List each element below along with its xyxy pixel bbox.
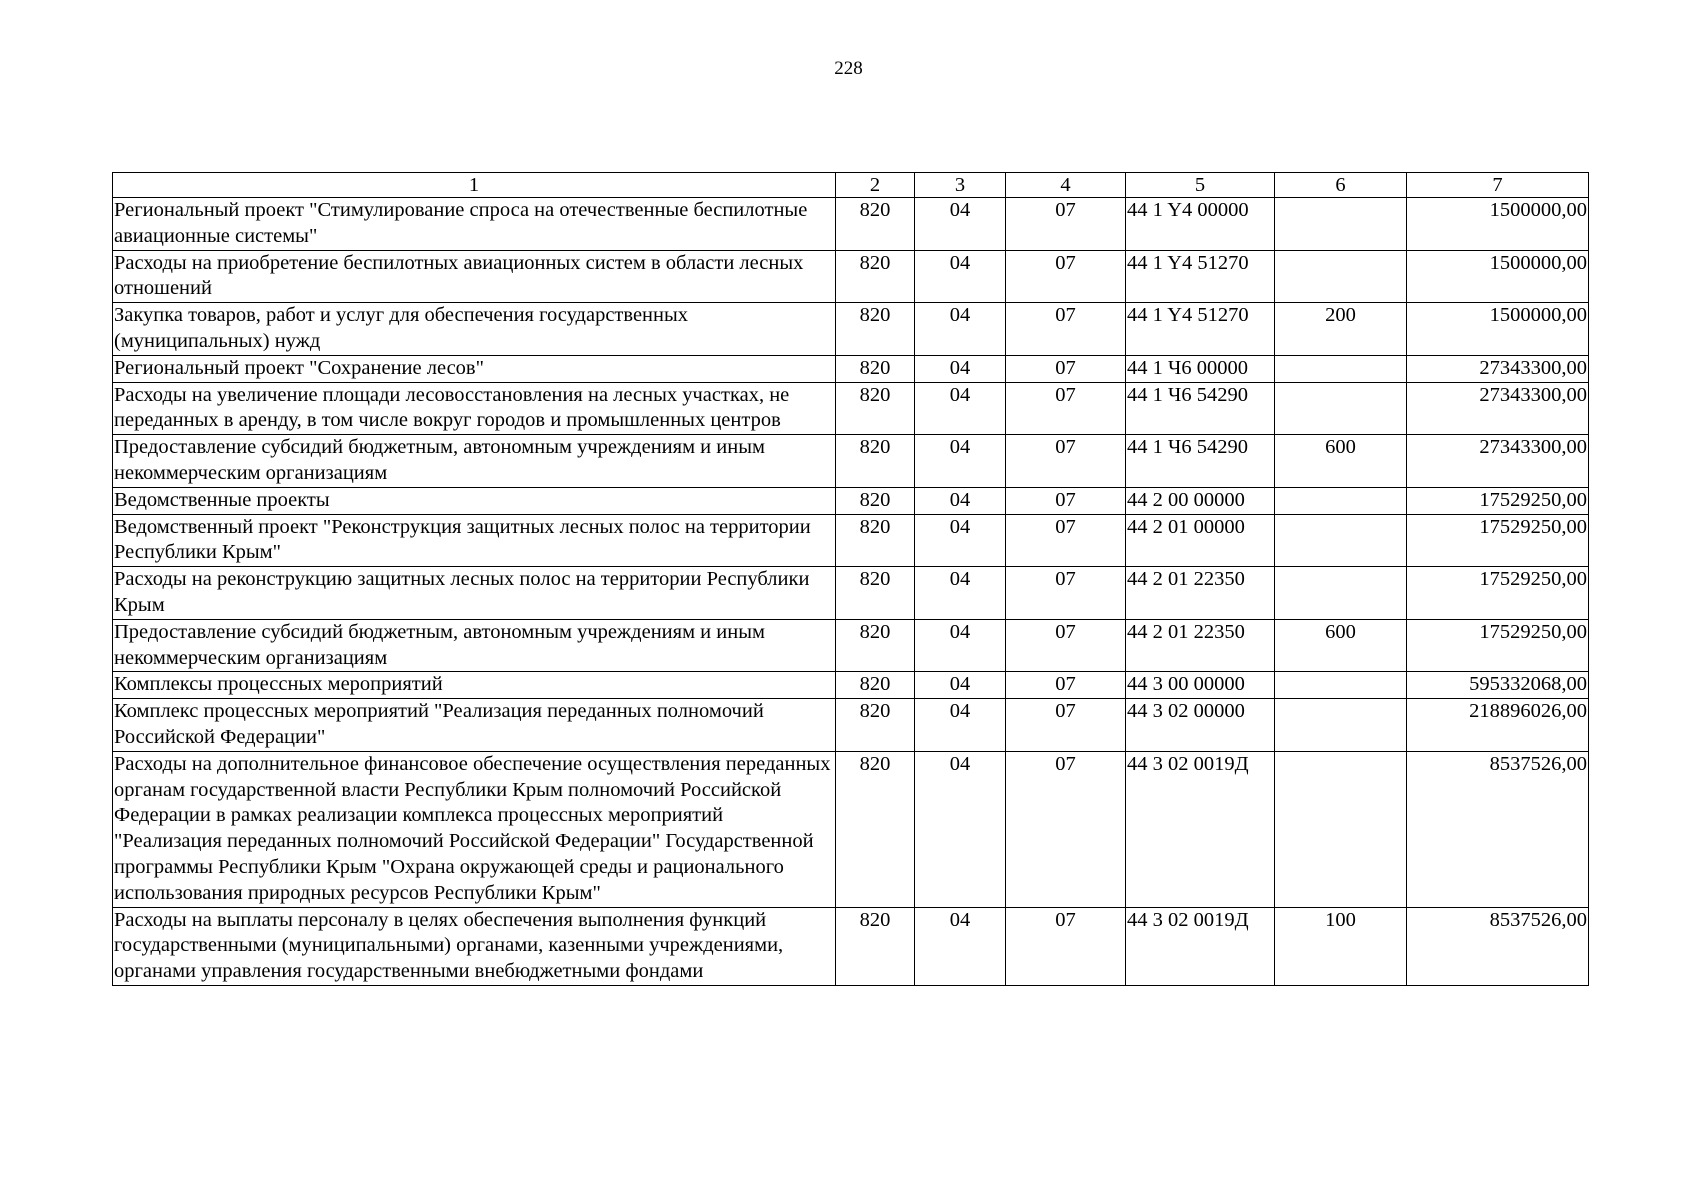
cell-expense-type: 100 [1275,907,1407,985]
cell-amount: 1500000,00 [1407,198,1589,251]
cell-amount: 27343300,00 [1407,382,1589,435]
table-row [113,567,1589,620]
cell-subsection: 07 [1006,250,1126,303]
table-row [113,751,1589,907]
table-row [113,487,1589,514]
table-row [113,303,1589,356]
cell-grbs: 820 [836,250,915,303]
cell-expense-type: 200 [1275,303,1407,356]
cell-grbs: 820 [836,355,915,382]
cell-section: 04 [915,435,1006,488]
cell-section: 04 [915,487,1006,514]
cell-name: Расходы на дополнительное финансовое обеспечение осуществления переданных органам государственной власти Республики Крым полномочий Российской Федерации в рамках реализации комплекса процессных мероприятий "Реализация переданных полномочий Российской Федерации" Государственной программы Республики Крым "Охрана окружающей среды и рационального использования природных ресурсов Республики Крым" [113,751,836,907]
cell-target-code: 44 1 Y4 51270 [1126,303,1275,356]
cell-amount: 27343300,00 [1407,355,1589,382]
cell-grbs: 820 [836,699,915,752]
cell-expense-type [1275,567,1407,620]
cell-name: Расходы на приобретение беспилотных авиационных систем в области лесных отношений [113,250,836,303]
cell-amount: 218896026,00 [1407,699,1589,752]
cell-section: 04 [915,751,1006,907]
cell-grbs: 820 [836,619,915,672]
cell-amount: 595332068,00 [1407,672,1589,699]
table-row [113,382,1589,435]
cell-target-code: 44 2 00 00000 [1126,487,1275,514]
cell-subsection: 07 [1006,355,1126,382]
cell-name: Ведомственный проект "Реконструкция защитных лесных полос на территории Республики Крым" [113,514,836,567]
cell-subsection: 07 [1006,751,1126,907]
cell-grbs: 820 [836,487,915,514]
cell-expense-type [1275,699,1407,752]
cell-name: Региональный проект "Стимулирование спроса на отечественные беспилотные авиационные системы" [113,198,836,251]
cell-section: 04 [915,567,1006,620]
cell-target-code: 44 1 Y4 51270 [1126,250,1275,303]
cell-subsection: 07 [1006,699,1126,752]
cell-name: Предоставление субсидий бюджетным, автономным учреждениям и иным некоммерческим организациям [113,435,836,488]
cell-subsection: 07 [1006,487,1126,514]
table-row [113,672,1589,699]
cell-grbs: 820 [836,303,915,356]
cell-name: Комплексы процессных мероприятий [113,672,836,699]
cell-name: Комплекс процессных мероприятий "Реализация переданных полномочий Российской Федерации" [113,699,836,752]
cell-grbs: 820 [836,382,915,435]
cell-subsection: 07 [1006,382,1126,435]
cell-amount: 8537526,00 [1407,907,1589,985]
cell-section: 04 [915,198,1006,251]
header-row [113,173,1589,198]
header-col-5: 5 [1126,173,1275,198]
cell-target-code: 44 1 Ч6 54290 [1126,382,1275,435]
cell-name: Ведомственные проекты [113,487,836,514]
cell-name: Расходы на выплаты персоналу в целях обеспечения выполнения функций государственными (муниципальными) органами, казенными учреждениями, органами управления государственными внебюджетными фондами [113,907,836,985]
header-col-6: 6 [1275,173,1407,198]
table-row [113,250,1589,303]
cell-grbs: 820 [836,672,915,699]
cell-amount: 27343300,00 [1407,435,1589,488]
cell-target-code: 44 2 01 00000 [1126,514,1275,567]
cell-expense-type [1275,250,1407,303]
table-row [113,355,1589,382]
cell-subsection: 07 [1006,303,1126,356]
cell-amount: 17529250,00 [1407,514,1589,567]
cell-amount: 8537526,00 [1407,751,1589,907]
cell-expense-type [1275,514,1407,567]
cell-section: 04 [915,907,1006,985]
cell-grbs: 820 [836,514,915,567]
header-col-7: 7 [1407,173,1589,198]
cell-expense-type [1275,672,1407,699]
cell-amount: 1500000,00 [1407,250,1589,303]
cell-expense-type [1275,751,1407,907]
table-row [113,198,1589,251]
cell-target-code: 44 1 Ч6 00000 [1126,355,1275,382]
cell-section: 04 [915,699,1006,752]
cell-grbs: 820 [836,198,915,251]
table-row [113,907,1589,985]
cell-target-code: 44 1 Y4 00000 [1126,198,1275,251]
cell-name: Расходы на реконструкцию защитных лесных полос на территории Республики Крым [113,567,836,620]
cell-target-code: 44 3 02 0019Д [1126,751,1275,907]
cell-subsection: 07 [1006,514,1126,567]
header-col-2: 2 [836,173,915,198]
cell-target-code: 44 3 00 00000 [1126,672,1275,699]
header-col-4: 4 [1006,173,1126,198]
cell-grbs: 820 [836,567,915,620]
table-body [113,198,1589,986]
cell-target-code: 44 2 01 22350 [1126,619,1275,672]
cell-amount: 1500000,00 [1407,303,1589,356]
cell-name: Региональный проект "Сохранение лесов" [113,355,836,382]
cell-section: 04 [915,619,1006,672]
cell-section: 04 [915,672,1006,699]
cell-name: Закупка товаров, работ и услуг для обеспечения государственных (муниципальных) нужд [113,303,836,356]
cell-subsection: 07 [1006,619,1126,672]
cell-amount: 17529250,00 [1407,567,1589,620]
cell-expense-type [1275,355,1407,382]
budget-table [112,172,1589,986]
cell-grbs: 820 [836,907,915,985]
cell-section: 04 [915,355,1006,382]
cell-expense-type [1275,487,1407,514]
header-col-3: 3 [915,173,1006,198]
header-col-1: 1 [113,173,836,198]
cell-subsection: 07 [1006,672,1126,699]
cell-amount: 17529250,00 [1407,487,1589,514]
cell-name: Расходы на увеличение площади лесовосстановления на лесных участках, не переданных в аренду, в том числе вокруг городов и промышленных центров [113,382,836,435]
table-row [113,699,1589,752]
cell-expense-type: 600 [1275,619,1407,672]
page-number: 228 [834,58,863,79]
cell-name: Предоставление субсидий бюджетным, автономным учреждениям и иным некоммерческим организациям [113,619,836,672]
cell-section: 04 [915,303,1006,356]
cell-expense-type: 600 [1275,435,1407,488]
cell-expense-type [1275,382,1407,435]
cell-grbs: 820 [836,435,915,488]
cell-subsection: 07 [1006,198,1126,251]
cell-target-code: 44 3 02 0019Д [1126,907,1275,985]
table-row [113,514,1589,567]
cell-subsection: 07 [1006,907,1126,985]
cell-target-code: 44 2 01 22350 [1126,567,1275,620]
cell-target-code: 44 1 Ч6 54290 [1126,435,1275,488]
table-row [113,619,1589,672]
cell-subsection: 07 [1006,435,1126,488]
table-row [113,435,1589,488]
cell-section: 04 [915,514,1006,567]
cell-section: 04 [915,250,1006,303]
cell-section: 04 [915,382,1006,435]
cell-amount: 17529250,00 [1407,619,1589,672]
cell-expense-type [1275,198,1407,251]
cell-target-code: 44 3 02 00000 [1126,699,1275,752]
cell-grbs: 820 [836,751,915,907]
cell-subsection: 07 [1006,567,1126,620]
